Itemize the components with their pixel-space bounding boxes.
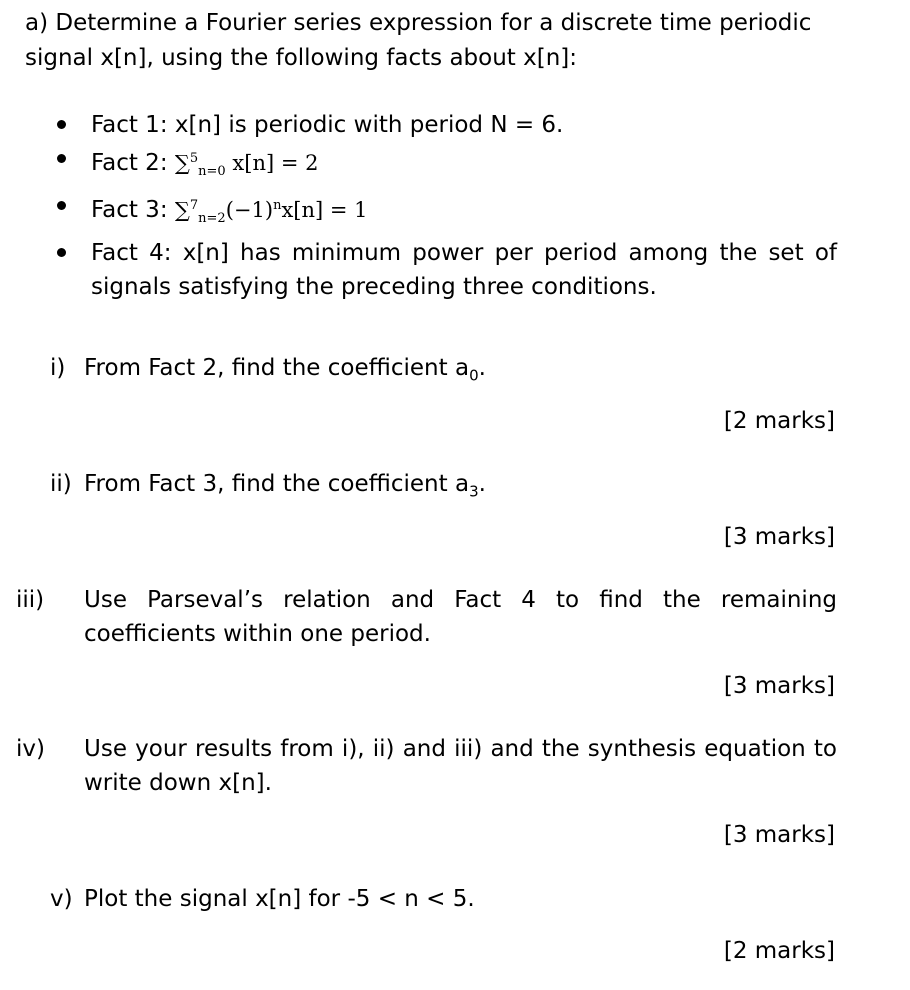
fact-label: Fact 3:: [91, 197, 175, 224]
question-iii: [16, 583, 837, 651]
question-text: From Fact 3, find the coefficient a: [84, 471, 470, 497]
fact-4: [55, 236, 837, 304]
marks-iv: [3 marks]: [723, 822, 835, 848]
fact-label: Fact 4:: [91, 240, 183, 267]
fact-label: Fact 1:: [91, 112, 175, 138]
fact-2: [55, 142, 837, 189]
sum-lower-limit: n=2: [198, 211, 226, 227]
question-text-end: .: [478, 471, 486, 497]
equation-term: (−1): [225, 198, 274, 223]
fact-label: Fact 2:: [91, 150, 175, 176]
sum-lower-limit: n=0: [198, 164, 226, 180]
question-iv: [16, 732, 837, 800]
marks-ii: [3 marks]: [723, 524, 835, 550]
question-i: [50, 351, 837, 393]
equation-expression: x[n] = 1: [281, 198, 368, 223]
fact-text: x[n] is periodic with period N = 6.: [174, 112, 564, 138]
question-text: Use Parseval’s relation and Fact 4 to find the remaining coefficients within one period.: [84, 587, 837, 647]
question-v: [50, 882, 837, 916]
question-text: Use your results from i), ii) and iii) and the synthesis equation to write down x[n].: [84, 736, 837, 796]
equation-expression: x[n] = 2: [232, 151, 319, 175]
sum-upper-limit: 7: [189, 198, 199, 214]
fact-3-equation: $\sum^7_{n=2}(-1)^nx[n] = 1$: [174, 198, 368, 227]
marks-i: [2 marks]: [723, 408, 835, 434]
fact-3: [55, 189, 837, 236]
question-number: iii): [16, 587, 45, 613]
marks-iii: [3 marks]: [723, 673, 835, 699]
question-text: From Fact 2, find the coefficient a: [84, 355, 470, 381]
fact-2-equation: ∑$^5_{n=0}$ x[n] = 2: [174, 151, 319, 180]
marks-v: [2 marks]: [723, 938, 835, 964]
fact-text: x[n] has minimum power per period among the set of signals satisfying the preceding three conditions.: [91, 240, 837, 301]
coefficient-subscript: 0: [469, 366, 479, 385]
coefficient-subscript: 3: [469, 482, 479, 501]
sum-upper-limit: 5: [189, 151, 199, 166]
intro-text: a) Determine a Fourier series expression for a discrete time periodic signal x[n], using the following facts about x[n]:: [25, 10, 812, 71]
bullet-icon: [57, 201, 66, 210]
question-text-end: .: [478, 355, 486, 381]
question-number: ii): [50, 471, 72, 497]
question-number: iv): [16, 736, 45, 762]
fact-1: [55, 108, 837, 142]
question-number: v): [50, 886, 73, 912]
bullet-icon: [57, 154, 66, 163]
bullet-icon: [57, 248, 66, 257]
bullet-icon: [57, 120, 66, 129]
question-text: Plot the signal x[n] for -5 < n < 5.: [84, 886, 475, 912]
equation-exponent: n: [273, 198, 282, 214]
question-number: i): [50, 355, 66, 381]
facts-list: [55, 108, 837, 304]
question-ii: [50, 467, 837, 509]
